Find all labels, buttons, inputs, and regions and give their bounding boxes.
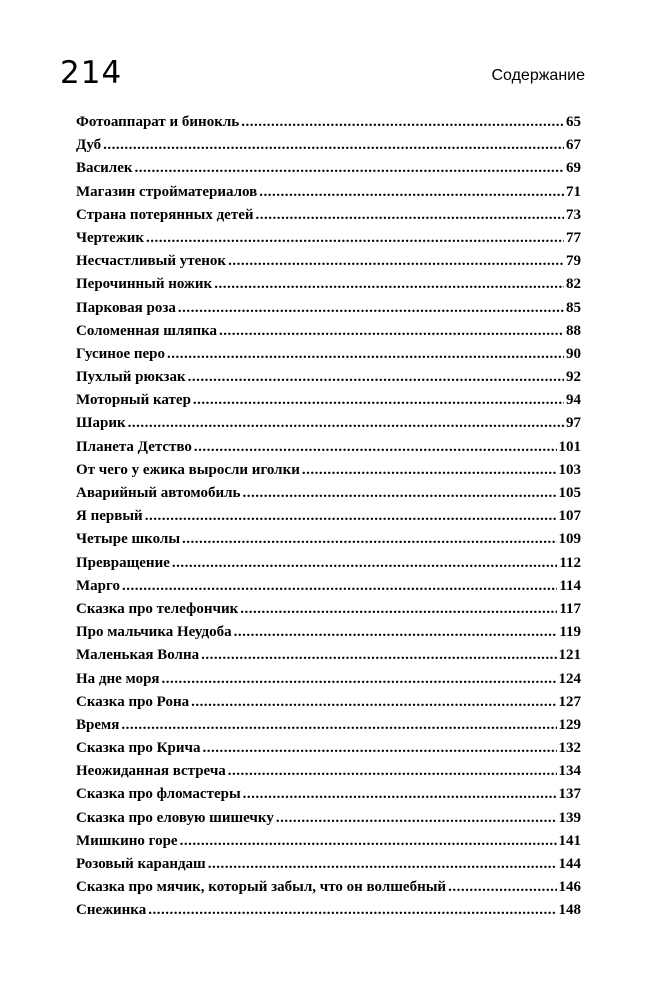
toc-entry-page: 134 (558, 763, 581, 780)
toc-entry (76, 482, 581, 505)
toc-entry (76, 552, 581, 575)
toc-entry-title: Гусиное перо (76, 345, 166, 362)
toc-entry-title: Шарик (76, 415, 126, 432)
toc-dot-leader (241, 111, 564, 134)
toc-entry-title: Соломенная шляпка (76, 322, 218, 339)
toc-entry (76, 899, 581, 922)
toc-entry (76, 830, 581, 853)
toc-entry-title: Марго (76, 577, 120, 594)
toc-entry-title: Розовый карандаш (76, 856, 206, 872)
toc-dot-leader (201, 644, 556, 667)
toc-entry-page: 97 (566, 415, 581, 432)
toc-entry-title: Четыре школы (76, 531, 181, 548)
toc-entry-title: Маленькая Волна (76, 647, 200, 664)
running-title: Содержание (491, 67, 585, 84)
toc-dot-leader (228, 760, 557, 783)
toc-entry-title: Сказка про еловую шишечку (76, 809, 274, 826)
toc-entry (76, 157, 581, 180)
toc-dot-leader (214, 273, 564, 296)
toc-entry-title: Парковая роза (76, 299, 176, 316)
toc-entry (76, 320, 581, 343)
toc-entry-title: На дне моря (76, 670, 160, 687)
toc-entry-title: Планета Детство (76, 438, 192, 455)
toc-dot-leader (178, 297, 564, 320)
toc-dot-leader (228, 250, 564, 273)
toc-entry (76, 204, 581, 227)
toc-entry-title: Аварийный автомобиль (76, 485, 241, 501)
toc-entry-page: 73 (566, 206, 581, 223)
toc-entry-page: 85 (566, 299, 581, 316)
toc-dot-leader (145, 505, 557, 528)
toc-entry-title: Неожиданная встреча (76, 763, 226, 780)
toc-entry-page: 65 (566, 114, 581, 130)
toc-entry-title: Сказка про фломастеры (76, 786, 241, 803)
toc-entry-title: Время (76, 716, 120, 733)
toc-entry-page: 67 (566, 137, 581, 154)
toc-entry-title: Несчастливый утенок (76, 253, 227, 270)
toc-dot-leader (103, 134, 564, 157)
toc-dot-leader (146, 227, 564, 250)
toc-entry-page: 88 (566, 322, 581, 339)
toc-entry-page: 92 (566, 369, 581, 386)
toc-entry (76, 528, 581, 551)
toc-entry-title: Превращение (76, 554, 170, 571)
toc-entry-page: 129 (558, 716, 581, 733)
toc-dot-leader (240, 598, 557, 621)
toc-dot-leader (193, 389, 564, 412)
toc-entry-title: Страна потерянных детей (76, 206, 254, 223)
toc-entry (76, 714, 581, 737)
toc-entry (76, 598, 581, 621)
toc-dot-leader (448, 876, 556, 899)
toc-dot-leader (148, 899, 556, 922)
toc-entry-title: Пухлый рюкзак (76, 369, 186, 386)
toc-entry-page: 101 (558, 438, 581, 455)
toc-entry (76, 389, 581, 412)
toc-dot-leader (162, 668, 557, 691)
toc-entry (76, 297, 581, 320)
toc-entry-page: 121 (558, 647, 581, 664)
toc-entry-title: От чего у ежика выросли иголки (76, 461, 300, 478)
toc-dot-leader (208, 853, 557, 876)
toc-entry (76, 366, 581, 389)
toc-dot-leader (256, 204, 564, 227)
toc-entry-title: Моторный катер (76, 392, 191, 409)
toc-entry-title: Перочинный ножик (76, 276, 213, 293)
toc-entry-page: 77 (566, 229, 581, 246)
toc-entry (76, 459, 581, 482)
toc-entry-title: Сказка про Рона (76, 693, 190, 710)
toc-entry-title: Дуб (76, 137, 102, 154)
toc-entry-title: Сказка про Крича (76, 740, 201, 757)
toc-dot-leader (121, 714, 556, 737)
toc-entry-title: Я первый (76, 508, 143, 525)
toc-dot-leader (135, 157, 564, 180)
toc-dot-leader (180, 830, 557, 853)
toc-entry (76, 691, 581, 714)
toc-entry-page: 71 (566, 183, 581, 200)
toc-entry-page: 146 (558, 879, 581, 896)
toc-dot-leader (191, 691, 556, 714)
toc-entry-page: 105 (558, 485, 581, 501)
toc-entry-page: 124 (558, 670, 581, 687)
toc-dot-leader (194, 436, 557, 459)
toc-entry (76, 853, 581, 876)
toc-entry-page: 107 (558, 508, 581, 525)
toc-entry-page: 148 (558, 902, 581, 919)
toc-dot-leader (259, 181, 564, 204)
toc-entry-page: 82 (566, 276, 581, 293)
toc-dot-leader (172, 552, 557, 575)
toc-entry-page: 114 (559, 577, 581, 594)
toc-entry (76, 760, 581, 783)
toc-entry-page: 132 (558, 740, 581, 757)
toc-entry (76, 737, 581, 760)
toc-entry (76, 436, 581, 459)
toc-entry (76, 273, 581, 296)
toc-dot-leader (167, 343, 564, 366)
toc-entry (76, 505, 581, 528)
toc-entry (76, 668, 581, 691)
toc-entry-page: 119 (559, 624, 581, 641)
page-number: 214 (60, 55, 123, 91)
toc-entry-page: 144 (558, 856, 581, 872)
toc-entry (76, 250, 581, 273)
toc-dot-leader (276, 807, 557, 830)
toc-entry-title: Чертежик (76, 229, 144, 246)
toc-entry-title: Фотоаппарат и бинокль (76, 114, 240, 130)
toc-entry-page: 139 (558, 809, 581, 826)
toc-dot-leader (302, 459, 557, 482)
toc-dot-leader (122, 575, 557, 598)
toc-entry-title: Про мальчика Неудоба (76, 624, 232, 641)
toc-entry (76, 412, 581, 435)
toc-entry-page: 112 (559, 554, 581, 571)
toc-entry-title: Мишкино горе (76, 832, 178, 849)
toc-entry (76, 807, 581, 830)
toc-entry-page: 141 (558, 832, 581, 849)
toc-dot-leader (188, 366, 564, 389)
toc-entry-title: Снежинка (76, 902, 147, 919)
toc-entry (76, 644, 581, 667)
toc-entry (76, 227, 581, 250)
toc-dot-leader (219, 320, 564, 343)
toc-entry-page: 90 (566, 345, 581, 362)
toc-dot-leader (128, 412, 564, 435)
toc-entry-page: 103 (558, 461, 581, 478)
toc-entry-page: 94 (566, 392, 581, 409)
toc-entry (76, 783, 581, 806)
toc-dot-leader (242, 482, 556, 505)
toc-entry-page: 109 (558, 531, 581, 548)
table-of-contents (76, 111, 581, 923)
toc-entry-page: 137 (558, 786, 581, 803)
toc-entry-title: Сказка про мячик, который забыл, что он волшебный (76, 879, 447, 896)
toc-entry (76, 181, 581, 204)
toc-entry-page: 69 (566, 160, 581, 177)
toc-entry-page: 127 (558, 693, 581, 710)
toc-entry-title: Сказка про телефончик (76, 600, 239, 617)
toc-dot-leader (203, 737, 557, 760)
toc-dot-leader (182, 528, 556, 551)
toc-dot-leader (243, 783, 557, 806)
toc-entry (76, 111, 581, 134)
toc-entry-title: Василек (76, 160, 133, 177)
toc-entry (76, 134, 581, 157)
toc-dot-leader (234, 621, 558, 644)
toc-entry-page: 117 (559, 600, 581, 617)
toc-entry-page: 79 (566, 253, 581, 270)
toc-entry-title: Магазин стройматериалов (76, 183, 258, 200)
toc-entry (76, 876, 581, 899)
toc-entry (76, 621, 581, 644)
toc-entry (76, 343, 581, 366)
toc-entry (76, 575, 581, 598)
